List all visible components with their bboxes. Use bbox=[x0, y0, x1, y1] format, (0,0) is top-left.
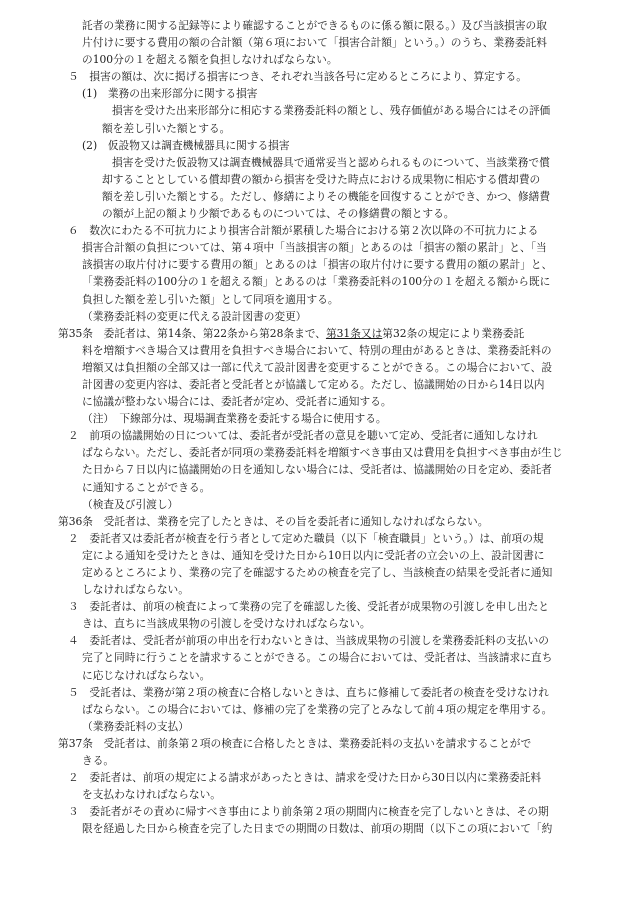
text-segment: 料を増額すべき場合又は費用を負担すべき場合において、特別の理由があるときは、業務委託料の bbox=[82, 343, 552, 357]
text-segment: 額を差し引いた額とする。ただし、修繕によりその機能を回復することができ、かつ、修繕費 bbox=[102, 189, 551, 203]
text-segment: ６ 数次にわたる不可抗力により損害合計額が累積した場合における第２次以降の不可抗力による bbox=[68, 224, 539, 238]
text-segment: 定めるところにより、業務の完了を確認するための検査を完了し、当該検査の結果を受託者に通知 bbox=[82, 566, 553, 579]
text-line bbox=[58, 102, 594, 119]
text-segment: 損害を受けた仮設物又は調査機械器具で通常妥当と認められるものについて、当該業務で償 bbox=[112, 155, 550, 169]
text-line bbox=[58, 188, 594, 205]
text-segment: に協議が整わない場合には、委託者が定め、受託者に通知する。 bbox=[82, 395, 392, 409]
text-segment: (1) 業務の出来形部分に関する損害 bbox=[82, 87, 258, 101]
text-segment: 第32条の規定により業務委託 bbox=[382, 326, 525, 340]
text-line bbox=[58, 632, 594, 649]
text-segment: の100分の１を超える額を負担しなければならない。 bbox=[82, 53, 338, 67]
text-line bbox=[58, 769, 594, 786]
text-line bbox=[58, 718, 594, 735]
text-line bbox=[58, 752, 594, 769]
text-line bbox=[58, 393, 594, 410]
text-line bbox=[58, 34, 594, 51]
text-line bbox=[58, 120, 594, 137]
text-line bbox=[58, 598, 594, 615]
text-segment: た日から７日以内に協議開始の日を通知しない場合には、受託者は、協議開始の日を定め、委託者 bbox=[82, 463, 552, 477]
text-segment: 「業務委託料の100分の１を超える額」とあるのは「業務委託料の100分の１を超える額から既に bbox=[82, 275, 551, 289]
text-line bbox=[58, 667, 594, 684]
text-segment: を支払わなければならない。 bbox=[82, 788, 221, 802]
text-line bbox=[58, 530, 594, 547]
text-segment: ２ 委託者又は委託者が検査を行う者として定めた職員（以下「検査職員」という。）は、前項の規 bbox=[68, 531, 544, 545]
text-line bbox=[58, 171, 594, 188]
text-line bbox=[58, 222, 594, 239]
text-segment: ばならない。ただし、委託者が同項の業務委託料を増額すべき事由又は費用を負担すべき事由が生じ bbox=[82, 446, 563, 460]
text-line bbox=[58, 239, 594, 256]
text-line bbox=[58, 256, 594, 273]
text-line bbox=[58, 427, 594, 444]
text-line bbox=[58, 325, 594, 342]
text-line bbox=[58, 85, 594, 102]
text-line bbox=[58, 17, 594, 34]
text-line bbox=[58, 564, 594, 581]
text-segment: ４ 委託者は、受託者が前項の申出を行わないときは、当該成果物の引渡しを業務委託料の支払いの bbox=[68, 634, 549, 648]
text-segment: （検査及び引渡し） bbox=[82, 497, 179, 511]
text-line bbox=[58, 410, 594, 427]
text-line bbox=[58, 581, 594, 598]
text-segment: 第37条 受託者は、前条第２項の検査に合格したときは、業務委託料の支払いを請求することがで bbox=[58, 736, 532, 750]
text-line bbox=[58, 461, 594, 478]
text-line bbox=[58, 376, 594, 393]
text-segment: 第35条 委託者は、第14条、第22条から第28条まで、 bbox=[58, 326, 326, 340]
text-line bbox=[58, 154, 594, 171]
text-line bbox=[58, 51, 594, 68]
text-line bbox=[58, 205, 594, 222]
text-line bbox=[58, 615, 594, 632]
text-segment: ２ 委託者は、前項の規定による請求があったときは、請求を受けた日から30日以内に業務委託料 bbox=[68, 771, 542, 785]
text-segment: に応じなければならない。 bbox=[82, 668, 211, 682]
text-segment: ３ 委託者は、前項の検査によって業務の完了を確認した後、受託者が成果物の引渡しを申し出たと bbox=[68, 600, 549, 614]
text-line bbox=[58, 273, 594, 290]
text-segment: 第36条 受託者は、業務を完了したときは、その旨を委託者に通知しなければならない。 bbox=[58, 514, 489, 528]
text-segment: 限を経過した日から検査を完了した日までの期間の日数は、前項の期間（以下この項において「約 bbox=[82, 822, 553, 836]
text-line bbox=[58, 291, 594, 308]
text-segment: 増額又は負担額の全部又は一部に代えて設計図書を変更することができる。この場合において、設 bbox=[82, 360, 553, 374]
text-segment: (2) 仮設物又は調査機械器具に関する損害 bbox=[82, 138, 290, 152]
text-segment: 額を差し引いた額とする。 bbox=[102, 121, 231, 135]
text-segment: 損害合計額の負担については、第４項中「当該損害の額」とあるのは「損害の額の累計」と、「当 bbox=[82, 241, 547, 255]
text-segment: 計図書の変更内容は、委託者と受託者とが協議して定める。ただし、協議開始の日から14日以内 bbox=[82, 377, 545, 391]
text-segment: に通知することができる。 bbox=[82, 480, 211, 494]
text-line bbox=[58, 513, 594, 530]
text-segment: 託者の業務に関する記録等により確認することができるものに係る額に限る。）及び当該損害の取 bbox=[82, 19, 547, 32]
text-segment: しなければならない。 bbox=[82, 583, 189, 597]
text-segment: きる。 bbox=[82, 754, 115, 768]
text-segment: 該損害の取片付けに要する費用の額」とあるのは「損害の取片付けに要する費用の額の累計」と、 bbox=[82, 258, 553, 272]
text-line bbox=[58, 547, 594, 564]
text-line bbox=[58, 496, 594, 513]
text-line bbox=[58, 359, 594, 376]
text-line bbox=[58, 649, 594, 666]
underlined-text: 第31条又は bbox=[325, 326, 383, 340]
text-line bbox=[58, 820, 594, 837]
text-line bbox=[58, 479, 594, 496]
text-segment: の額が上記の額より少額であるものについては、その修繕費の額とする。 bbox=[102, 207, 455, 221]
text-segment: ３ 委託者がその責めに帰すべき事由により前条第２項の期間内に検査を完了しないときは、その期 bbox=[68, 805, 549, 819]
text-segment: ２ 前項の協議開始の日については、委託者が受託者の意見を聴いて定め、受託者に通知しなけれ bbox=[68, 429, 538, 443]
text-segment: 却することとしている償却費の額から損害を受けた時点における成果物に相応する償却費の bbox=[102, 172, 541, 186]
text-segment: ５ 受託者は、業務が第２項の検査に合格しないときは、直ちに修補して委託者の検査を受けなけれ bbox=[68, 685, 549, 699]
text-segment: きは、直ちに当該成果物の引渡しを受けなければならない。 bbox=[82, 617, 371, 631]
text-segment: 損害を受けた出来形部分に相応する業務委託料の額とし、残存価値がある場合にはその評価 bbox=[112, 104, 551, 118]
text-line bbox=[58, 684, 594, 701]
text-line bbox=[58, 735, 594, 752]
text-segment: ５ 損害の額は、次に掲げる損害につき、それぞれ当該各号に定めるところにより、算定する。 bbox=[68, 70, 527, 84]
text-segment: ばならない。この場合においては、修補の完了を業務の完了とみなして前４項の規定を準用する。 bbox=[82, 702, 553, 716]
text-line bbox=[58, 701, 594, 718]
text-segment: 片付けに要する費用の額の合計額（第６項において「損害合計額」という。）のうち、業務委託料 bbox=[82, 36, 547, 50]
text-segment: （業務委託料の支払） bbox=[82, 719, 189, 733]
text-line bbox=[58, 803, 594, 820]
text-line bbox=[58, 137, 594, 154]
text-segment: 負担した額を差し引いた額」として同項を適用する。 bbox=[82, 292, 339, 306]
text-line bbox=[58, 444, 594, 461]
text-line bbox=[58, 786, 594, 803]
text-line bbox=[58, 342, 594, 359]
text-segment: （注） 下線部分は、現場調査業務を委託する場合に使用する。 bbox=[82, 412, 387, 426]
text-segment: 定による通知を受けたときは、通知を受けた日から10日以内に受託者の立会いの上、設計図書に bbox=[82, 548, 545, 562]
text-line bbox=[58, 68, 594, 85]
text-segment: 完了と同時に行うことを請求することができる。この場合においては、受託者は、当該請求に直ち bbox=[82, 651, 553, 665]
text-segment: （業務委託料の変更に代える設計図書の変更） bbox=[82, 309, 307, 323]
text-line bbox=[58, 308, 594, 325]
